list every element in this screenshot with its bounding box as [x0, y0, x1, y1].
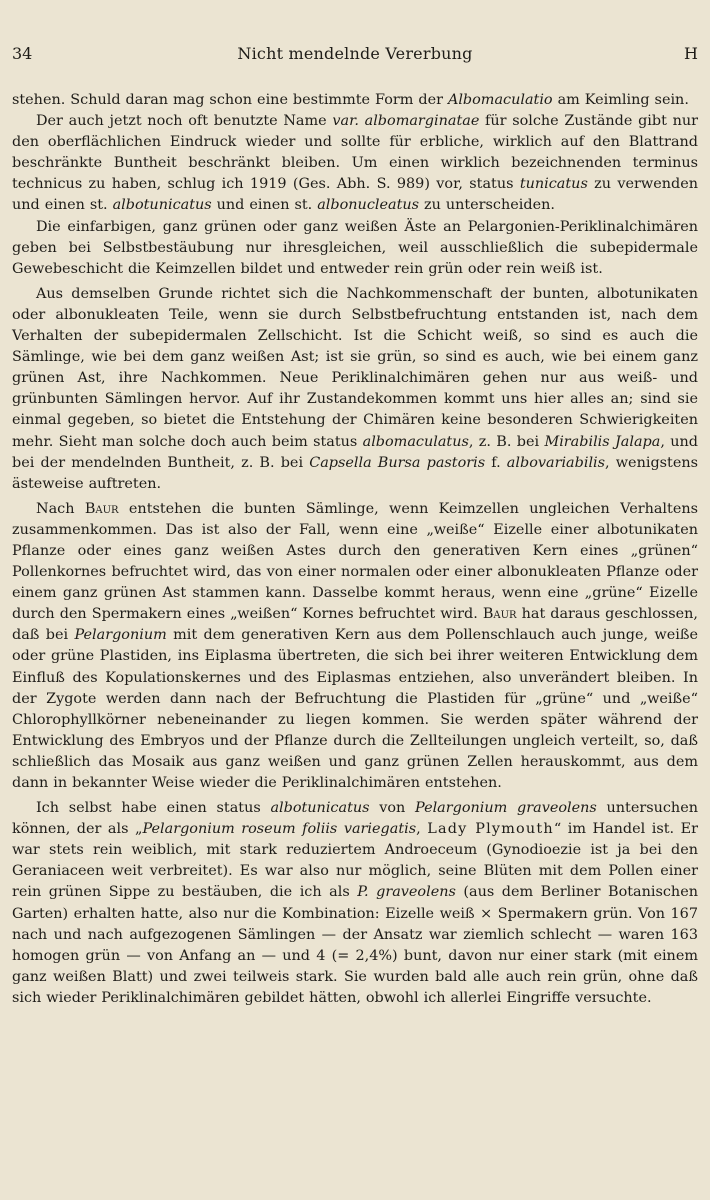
- section-signature: H: [684, 44, 698, 63]
- text-run: stehen. Schuld daran mag schon eine bestimmte Form der: [12, 92, 448, 108]
- text-run: hat daraus geschlossen, daß bei: [12, 606, 699, 644]
- paragraph-2: [12, 111, 698, 216]
- running-header: [12, 40, 698, 70]
- paragraph-6: [12, 798, 698, 1009]
- text-run: und einen st.: [211, 197, 318, 214]
- paragraph-3: [12, 217, 698, 280]
- text-run: ,: [416, 821, 428, 838]
- italic-term: Pelargonium graveolens: [415, 800, 597, 817]
- text-run: Aus demselben Grunde richtet sich die Nachkommenschaft der bunten, albotunikaten oder albonukleaten Teile, wenn sie durch Selbstbefruchtung entstanden ist, nach dem Verhalten der subepidermalen Zellschicht. Ist die Schicht weiß, so sind es auch die Sämlinge, wie bei dem ganz weißen Ast; ist sie grün, so sind es auch, wie bei einem ganz grünen Ast, ihre Nachkommen. Neue Periklinalchimären gehen nur aus weiß- und grünbunten Sämlingen hervor. Auf ihr Zustandekommen kommt uns hier alles an; sind sie einmal gegeben, so bietet die Entstehung der Chimären keine besonderen Schwierigkeiten mehr. Sieht man solche doch auch beim status: [12, 285, 698, 450]
- italic-term: Albomaculatio: [447, 92, 553, 108]
- text-run: mit dem generativen Kern aus dem Pollenschlauch auch junge, weiße oder grüne Plastiden, ins Eiplasma übertreten, die sich bei ihrer weiteren Entwicklung dem Einfluß des Kopulationskernes und des Eiplasmas entziehen, also unverändert bleiben. In der Zygote werden dann nach der Befruchtung die Plastiden für „grüne“ und „weiße“ Chlorophyllkörner nebeneinander zu liegen kommen. Sie werden später während der Entwicklung des Embryos und der Pflanze durch die Zellteilungen ungleich verteilt, so, daß schließlich das Mosaik aus ganz weißen und ganz grünen Zellen herauskommt, aus dem dann in bekannter Weise wieder die Periklinalchimären entstehen.: [12, 627, 698, 791]
- text-run: entstehen die bunten Sämlinge, wenn Keimzellen ungleichen Verhaltens zusammenkommen. Das ist also der Fall, wenn eine „weiße“ Eizelle einer albotunikaten Pflanze oder eines ganz weißen Astes durch den generativen Kern eines „grünen“ Pollenkornes befruchtet wird, das von einer normalen oder einer albonukleaten Pflanze oder einem ganz grünen Ast stammen kann. Dasselbe kommt heraus, wenn eine „grüne“ Eizelle durch den Spermakern eines „weißen“ Kornes befruchtet wird.: [12, 500, 698, 623]
- text-run: untersuchen können, der als „: [12, 800, 698, 838]
- body-text: [12, 90, 698, 1009]
- author-name: Baur: [84, 500, 119, 517]
- italic-term: albovariabilis: [506, 454, 606, 471]
- text-run: , und bei der mendelnden Buntheit, z. B. bei: [12, 433, 698, 471]
- italic-term: albotunicatus: [112, 197, 212, 214]
- text-run: Ich selbst habe einen status: [36, 800, 271, 817]
- italic-term: P. graveolens: [357, 884, 456, 901]
- text-run: Die einfarbigen, ganz grünen oder ganz weißen Äste an Pelargonien-Periklinalchimären geben bei Selbstbestäubung nur ihresgleichen, weil ausschließlich die subepidermale Gewebeschicht die Keimzellen bildet und entweder rein grün oder rein weiß ist.: [12, 218, 698, 277]
- italic-term: Mirabilis Jalapa: [544, 433, 661, 450]
- italic-term: var. albomarginatae: [332, 113, 480, 130]
- text-run: zu verwenden und einen st.: [12, 176, 698, 214]
- author-name: Baur: [482, 606, 517, 623]
- spaced-name: Lady Plymouth: [427, 821, 554, 838]
- text-run: f.: [485, 454, 507, 471]
- italic-term: albomaculatus: [362, 433, 469, 450]
- text-run: “ im Handel ist. Er war stets rein weiblich, mit stark reduziertem Androeceum (Gynodioezie ist ja bei den Geraniaceen weit verbreitet). Es war also nur möglich, seine Blüten mit dem Pollen einer rein grünen Sippe zu bestäuben, die ich als: [12, 821, 698, 901]
- italic-term: Capsella Bursa pastoris: [309, 454, 486, 471]
- paragraph-4: [12, 284, 698, 495]
- text-run: , wenigstens ästeweise auftreten.: [12, 454, 698, 492]
- text-run: Nach: [36, 500, 85, 517]
- running-title: Nicht mendelnde Vererbung: [237, 44, 473, 63]
- text-run: , z. B. bei: [468, 433, 545, 450]
- text-run: für solche Zustände gibt nur den oberflächlichen Eindruck wieder und sollte für erbliche, wirklich auf den Blattrand beschränkte Buntheit beschränkt bleiben. Um einen wirklich bezeichnenden terminus technicus zu haben, schlug ich 1919 (Ges. Abh. S. 989) vor, status: [12, 113, 698, 193]
- italic-term: albonucleatus: [317, 197, 420, 214]
- italic-term: Pelargonium roseum foliis variegatis: [142, 821, 417, 838]
- text-run: Der auch jetzt noch oft benutzte Name: [36, 113, 333, 130]
- text-run: von: [369, 800, 416, 817]
- paragraph-1: [12, 90, 698, 111]
- page-number: 34: [12, 44, 33, 63]
- text-run: zu unterscheiden.: [419, 197, 555, 214]
- italic-term: Pelargonium: [74, 627, 167, 644]
- text-run: (aus dem Berliner Botanischen Garten) erhalten hatte, also nur die Kombination: Eizelle weiß × Spermakern grün. Von 167 nach und nach aufgezogenen Sämlingen — der Ansatz war ziemlich schlecht — waren 163 homogen grün — von Anfang an — und 4 (= 2,4%) bunt, davon nur einer stark (mit einem ganz weißen Blatt) und zwei teilweis stark. Sie wurden bald alle auch rein grün, ohne daß sich wieder Periklinalchimären gebildet hätten, obwohl ich allerlei Eingriffe versuchte.: [12, 884, 698, 1006]
- italic-term: tunicatus: [519, 176, 588, 193]
- italic-term: albotunicatus: [270, 800, 370, 817]
- paragraph-5: [12, 499, 698, 794]
- text-run: am Keimling sein.: [552, 92, 689, 108]
